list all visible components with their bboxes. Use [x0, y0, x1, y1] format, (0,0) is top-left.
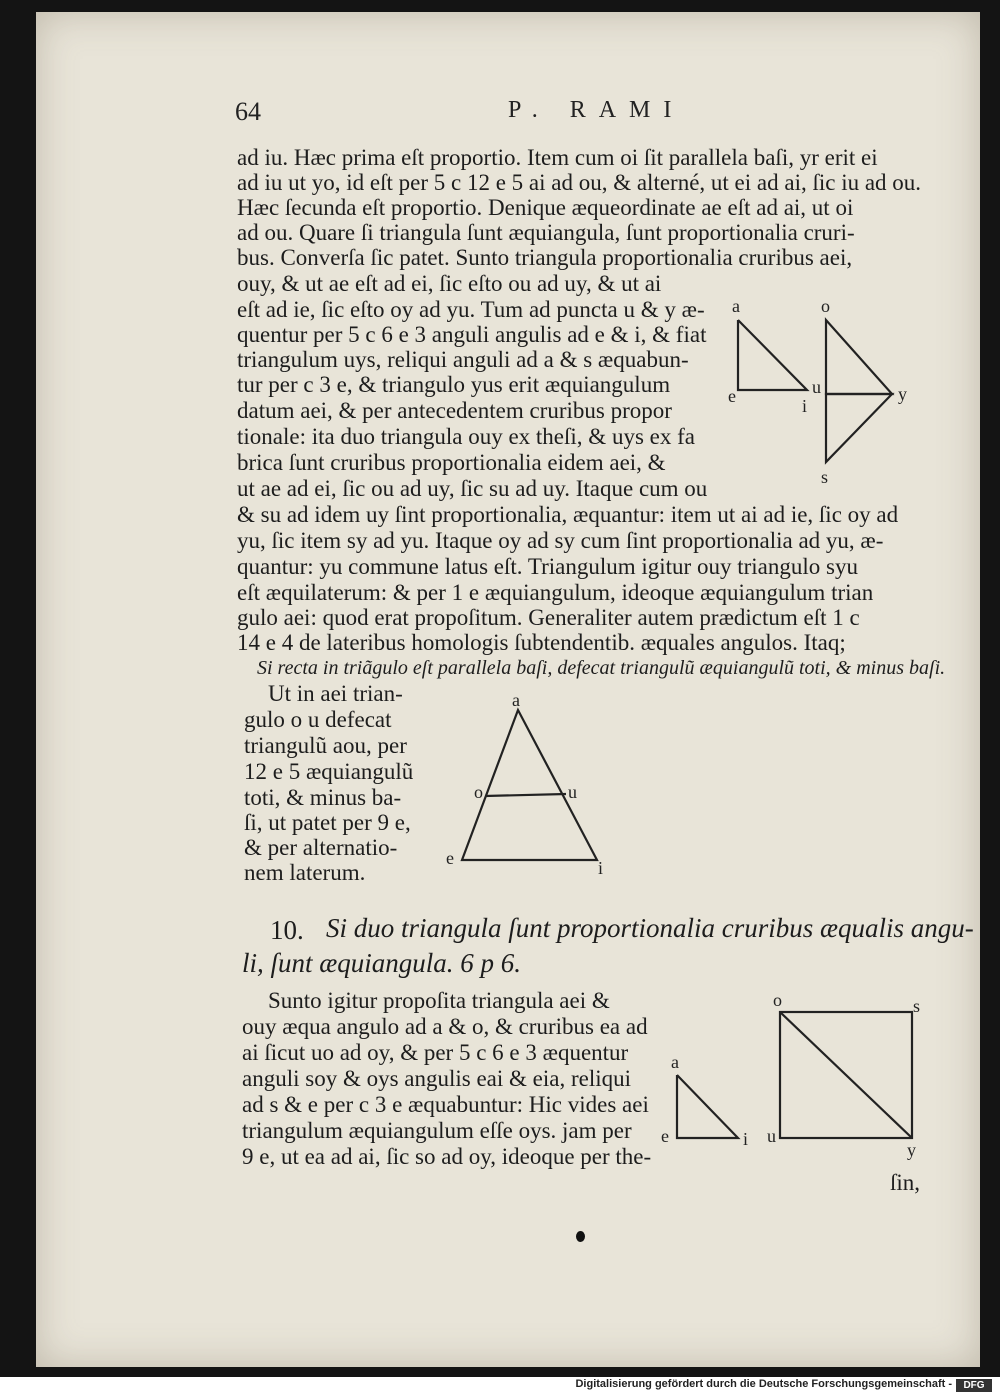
body-line: brica ſunt cruribus proportionalia eidem aei, & [237, 450, 666, 475]
fig2-label-u: u [568, 782, 577, 802]
footer-bar [0, 1377, 1000, 1395]
body-line: quantur: yu commune latus eſt. Triangulum igitur ouy triangulo syu [237, 554, 858, 579]
fig2-label-a: a [512, 690, 520, 710]
body-line: ad iu. Hæc prima eſt proportio. Item cum oi ſit parallela baſi, yr erit ei [237, 145, 878, 170]
figure-1 [720, 290, 930, 490]
body-line: Sunto igitur propoſita triangula aei & [268, 988, 610, 1013]
fig2-parallel-ou [485, 794, 566, 796]
dfg-logo: DFG [956, 1379, 992, 1392]
fig1-label-i: i [802, 396, 808, 416]
body-line: ai ſicut uo ad oy, & per 5 c 6 e 3 æquentur [242, 1040, 629, 1065]
body-line: datum aei, & per antecedentem cruribus propor [237, 398, 672, 423]
body-line: ad iu ut yo, id eſt per 5 c 12 e 5 ai ad ou, & alterné, ut ei ad ai, ſic iu ad ou. [237, 170, 922, 195]
body-line: quentur per 5 c 6 e 3 anguli angulis ad e & i, & fiat [237, 322, 707, 347]
side-line: 12 e 5 æquiangulũ [244, 759, 414, 784]
side-line: toti, & minus ba- [244, 785, 402, 810]
side-line: & per alternatio- [244, 835, 398, 860]
side-line: triangulũ aou, per [244, 733, 407, 758]
body-line: bus. Converſa ſic patet. Sunto triangula proportionalia cruribus aei, [237, 245, 853, 270]
body-line: tur per c 3 e, & triangulo yus erit æquiangulum [237, 372, 671, 397]
fig3-label-o: o [773, 990, 782, 1010]
fig1-label-o: o [821, 296, 830, 316]
body-line: gulo aei: quod erat propoſitum. Generaliter autem prædictum eſt 1 c [237, 605, 860, 630]
side-line: ſi, ut patet per 9 e, [244, 810, 411, 835]
body-line: ouy æqua angulo ad a & o, & cruribus ea ad [242, 1014, 648, 1039]
fig1-triangle-ouy [826, 320, 892, 394]
body-line: 9 e, ut ea ad ai, ſic so ad oy, ideoque per the- [242, 1144, 652, 1169]
side-line: nem laterum. [244, 860, 366, 885]
body-line: Hæc ſecunda eſt proportio. Denique æqueordinate ae eſt ad ai, ut oi [237, 195, 854, 220]
body-line: ad s & e per c 3 e æquabuntur: Hic vides aei [242, 1092, 649, 1117]
body-line: eſt ad ie, ſic eſto oy ad yu. Tum ad puncta u & y æ- [237, 297, 705, 322]
body-line: eſt æquilaterum: & per 1 e æquiangulum, ideoque æquiangulum trian [237, 580, 874, 605]
fig1-triangle-uys [826, 394, 892, 462]
fig1-label-e: e [728, 386, 736, 406]
body-line: anguli soy & oys angulis eai & eia, reliqui [242, 1066, 632, 1091]
fig1-label-s: s [821, 467, 829, 487]
body-line: triangulum æquiangulum eſſe oys. jam per [242, 1118, 632, 1143]
italic-rule: Si recta in triãgulo eſt parallela baſi, defecat triangulũ æquiangulũ toti, & minus baſi. [257, 657, 946, 679]
proposition-line: li, ſunt æquiangula. 6 p 6. [242, 948, 522, 978]
fig1-triangle-aei [738, 320, 807, 390]
body-line: 14 e 4 de lateribus homologis ſubtendentib. æquales angulos. Itaq; [237, 630, 846, 655]
fig3-label-s: s [913, 996, 921, 1016]
body-line: ad ou. Quare ſi triangula ſunt æquiangula, ſunt proportionalia cruri- [237, 220, 855, 245]
body-line: yu, ſic item sy ad yu. Itaque oy ad sy cum ſint proportionalia ad yu, æ- [237, 528, 884, 553]
fig1-label-u: u [812, 377, 821, 397]
fig1-label-y: y [898, 384, 907, 404]
side-line: Ut in aei trian- [268, 681, 403, 706]
page-number: 64 [235, 97, 261, 126]
fig3-label-a: a [671, 1052, 679, 1072]
body-line: tionale: ita duo triangula ouy ex theſi, & uys ex fa [237, 424, 695, 449]
figure-2 [440, 690, 620, 880]
page-header [0, 97, 1000, 129]
fig2-label-o: o [474, 782, 483, 802]
proposition-number: 10. [270, 915, 304, 945]
footer-credit: Digitalisierung gefördert durch die Deutsche Forschungsgemeinschaft - [575, 1378, 952, 1390]
body-line: ut ae ad ei, ſic ou ad uy, ſic su ad uy. Itaque cum ou [237, 476, 708, 501]
fig1-label-a: a [732, 296, 740, 316]
running-title: P. RAMI [508, 97, 685, 123]
body-line: triangulum uys, reliqui anguli ad a & s æquabun- [237, 347, 689, 372]
ink-dot [576, 1231, 585, 1242]
fig3-label-e: e [661, 1126, 669, 1146]
fig3-label-y: y [907, 1140, 916, 1160]
catchword: ſin, [890, 1170, 921, 1195]
figure-3 [655, 990, 935, 1160]
body-line: ouy, & ut ae eſt ad ei, ſic eſto ou ad uy, & ut ai [237, 271, 662, 296]
proposition-line: Si duo triangula ſunt proportionalia cruribus æqualis angu- [326, 913, 974, 943]
fig3-label-i: i [743, 1129, 749, 1149]
fig3-label-u: u [767, 1126, 776, 1146]
fig3-triangle-aei [677, 1075, 738, 1138]
body-line: & su ad idem uy ſint proportionalia, æquantur: item ut ai ad ie, ſic oy ad [237, 502, 899, 527]
fig2-label-i: i [598, 858, 604, 878]
fig2-label-e: e [446, 848, 454, 868]
fig3-diagonal [780, 1012, 912, 1138]
side-line: gulo o u defecat [244, 707, 392, 732]
